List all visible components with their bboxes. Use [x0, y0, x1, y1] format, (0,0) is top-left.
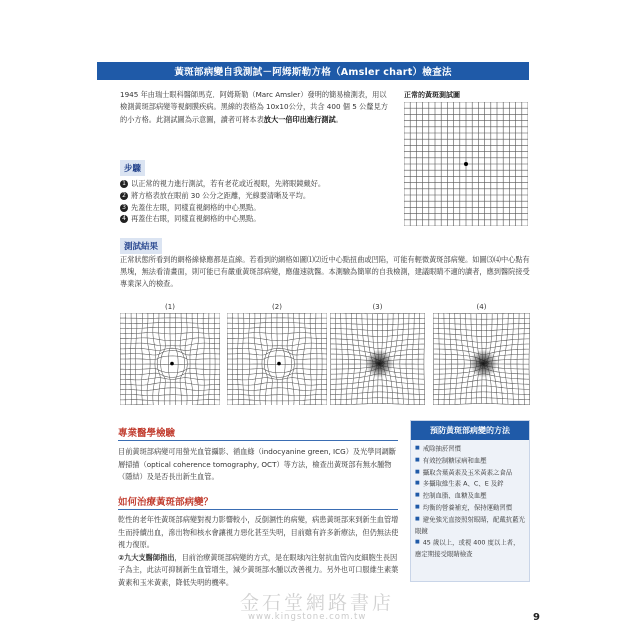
results-text: 正常狀態所看到的網格線條應都是直線。若看到的網格如圖⑴⑵近中心點扭曲或凹陷，可能有輕微黃斑部病變。如圖⑶⑷中心點有黑塊，無法看清畫面，則可能已有嚴重黃斑部病變，應儘速就醫。本測驗為簡單的自我檢測，建議眼睛不適的讀者，應到醫院接受專業深入的檢查。: [120, 255, 530, 288]
grid-lines: [227, 313, 327, 405]
normal-amsler-grid: [404, 102, 528, 226]
section-divider: [118, 509, 398, 510]
step-number: 1: [120, 180, 128, 188]
amsler-grid-figure: [120, 313, 220, 405]
prevention-item: ■ 戒除抽菸習慣: [415, 443, 525, 455]
prevention-list: [411, 443, 529, 560]
figure-4: [433, 303, 530, 409]
center-dot: [170, 362, 174, 366]
amsler-grid-figure: [433, 313, 530, 405]
amsler-grid-figure: [227, 313, 327, 405]
intro-end: 。: [335, 114, 343, 124]
step-text: 先蓋住左眼，同樣直視網格的中心黑點。: [131, 202, 261, 212]
step-text: 再蓋住右眼，同樣直視網格的中心黑點。: [131, 214, 261, 224]
dark-center-spot: [365, 350, 393, 378]
step-number: 3: [120, 204, 128, 212]
step-text: 將方格表放在眼前 30 公分之距離，光線要清晰及平均。: [131, 190, 311, 200]
figure-label: (2): [272, 303, 282, 311]
step-number: 4: [120, 215, 128, 223]
professional-text: 目前黃斑部病變可用螢光血管攝影、循血綠（indocyanine green, ICG）及光學同調斷層掃描（optical coherence tomography, OCT）等方法，檢查出黃斑部有無水腫物（隱結）及是否長出新生血管。: [118, 447, 397, 481]
step-item: [120, 213, 380, 225]
step-item: [120, 190, 380, 202]
professional-heading: 專業醫學檢驗: [118, 428, 176, 439]
intro-emphasis: 放大一倍印出進行測試: [263, 114, 336, 124]
treatment-text-1: 乾性的老年性黃斑部病變對視力影響較小，反倒濕性的病變，病患黃斑部來到新生血管增生而持續出血，滲出物和核水會讓視力惡化甚至失明，目前雖有許多新療法，但仍無法使視力復原。: [118, 515, 399, 550]
prevention-item: ■ 避免強光直接照射眼睛，配戴抗藍光眼鏡: [415, 514, 525, 537]
step-item: [120, 178, 380, 190]
prevention-item: ■ 45 歲以上，或視 400 度以上者，應定期接受眼睛檢查: [415, 537, 525, 560]
dark-center-spot: [469, 350, 497, 378]
treatment-emphasis: ②九大支醫師指出: [118, 552, 175, 562]
results-heading: 測試結果: [120, 238, 162, 254]
amsler-grid-figure: [330, 313, 425, 405]
steps-list: [120, 178, 380, 225]
section-divider: [118, 440, 398, 441]
prevention-item: ■ 有效控制糖尿病和血壓: [415, 455, 525, 467]
treatment-text-2: ，目前治療黃斑部病變的方式，是在眼球內注射抗血管內皮細胞生長因子為主，此法可抑制新生血管增生，減少黃斑部水腫以改善視力。另外也可口服維生素葉黃素和玉米黃素，降低失明的機率。: [118, 552, 399, 587]
intro-text: 1945 年由瑞士眼科醫師馬克．阿姆斯勒（Marc Amsler）發明的簡易檢測表，用以檢測黃斑部病變等視網膜疾病。黑線的表格為 10x10公分，共含 400 個 5 公釐見方的小方格。此測試圖為示意圖，讀者可將本表: [120, 90, 388, 124]
page-title: 黃斑部病變自我測試－阿姆斯勒方格（Amsler chart）檢查法: [97, 62, 529, 80]
prevention-heading: 預防黃斑部病變的方法: [411, 421, 529, 440]
page-number: 9: [533, 612, 540, 623]
prevention-item: ■ 多攝取維生素 A、C、E 及鋅: [415, 478, 525, 490]
figure-label: (3): [372, 303, 383, 311]
figure-label: (1): [165, 303, 175, 311]
center-dot: [464, 162, 468, 166]
prevention-item: ■ 攝取含葉黃素及玉米黃素之食品: [415, 467, 525, 479]
prevention-box: [410, 420, 530, 582]
treatment-heading: 如何治療黃斑部病變？: [118, 497, 214, 508]
step-item: [120, 202, 380, 214]
center-dot: [277, 362, 281, 366]
figure-label: (4): [476, 303, 487, 311]
figure-2: [227, 303, 327, 409]
step-text: 以正常的視力進行測試，若有老花或近視眼，先將眼鏡戴好。: [131, 179, 326, 188]
figure-3: [330, 303, 425, 409]
prevention-item: ■ 均衡的營養補充，保持運動習慣: [415, 502, 525, 514]
watermark-url: www.kingstone.com.tw: [248, 612, 367, 622]
normal-grid-caption: 正常的黃斑測試圖: [404, 91, 460, 99]
intro-paragraph: [120, 89, 393, 126]
steps-heading: 步驟: [120, 160, 145, 176]
prevention-item: ■ 控制血脂、血糖及血壓: [415, 490, 525, 502]
figure-1: [120, 303, 220, 409]
treatment-text: [118, 514, 400, 590]
step-number: 2: [120, 192, 128, 200]
grid-lines: [120, 313, 220, 405]
watermark: 金石堂網路書店: [240, 592, 395, 614]
